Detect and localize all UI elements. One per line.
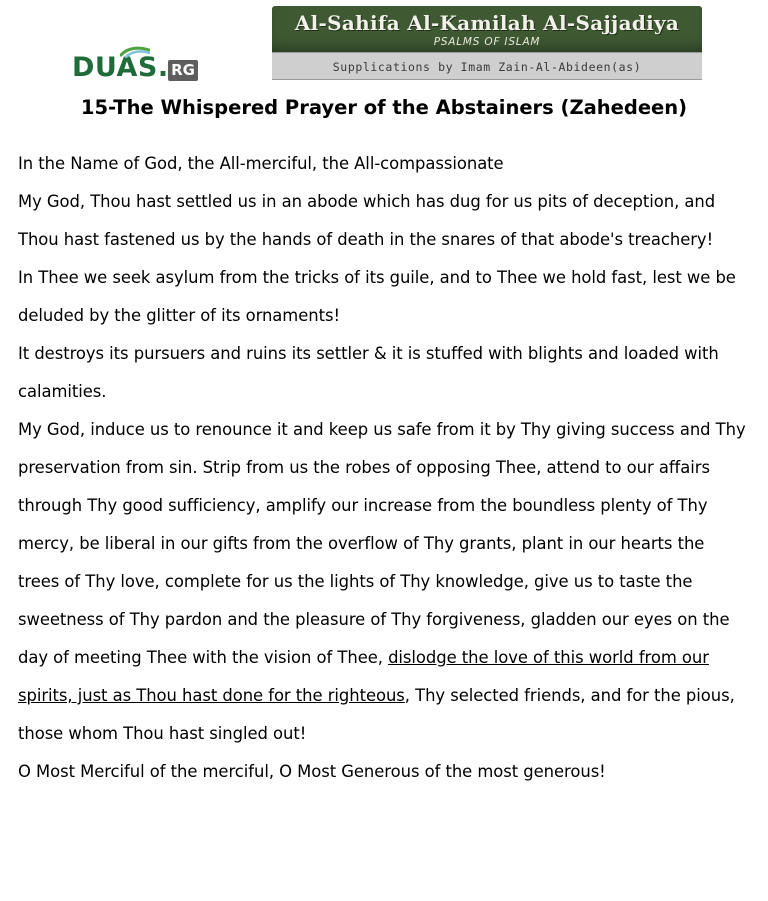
banner-top <box>272 6 702 52</box>
logo-text-duas: DUAS <box>72 52 158 83</box>
paragraph-destroys: It destroys its pursuers and ruins its settler & it is stuffed with blights and loaded with calamities. <box>18 344 719 401</box>
paragraph-asylum: In Thee we seek asylum from the tricks of its guile, and to Thee we hold fast, lest we be deluded by the glitter of its ornaments! <box>18 268 736 325</box>
page-title: 15-The Whispered Prayer of the Abstainers (Zahedeen) <box>80 96 688 119</box>
paragraph-bismillah: In the Name of God, the All-merciful, the All-compassionate <box>18 154 504 173</box>
banner-subtitle: PSALMS OF ISLAM <box>433 36 541 48</box>
paragraph-renounce-part1: My God, induce us to renounce it and keep us safe from it by Thy giving success and Thy preservation from sin. Strip from us the robes of opposing Thee, attend to our affairs through Thy good sufficiency, amplify our increase from the boundless plenty of Thy mercy, be liberal in our gifts from the overflow of Thy grants, plant in our hearts the trees of Thy love, complete for us the lights of Thy knowledge, give us to taste the sweetness of Thy pardon and the pleasure of Thy forgiveness, gladden our eyes on the day of meeting Thee with the vision of Thee, <box>18 420 746 667</box>
site-banner <box>272 6 702 80</box>
banner-strip <box>272 52 702 80</box>
paragraph-renounce <box>18 411 750 753</box>
paragraph-renounce-underlined: dislodge the love of this world from our spirits, just as Thou hast done for the righteous <box>18 648 709 705</box>
paragraph-abode: My God, Thou hast settled us in an abode which has dug for us pits of deception, and Thou hast fastened us by the hands of death in the snares of that abode's treachery! <box>18 192 716 249</box>
page-header <box>0 0 768 92</box>
banner-title: Al-Sahifa Al-Kamilah Al-Sajjadiya <box>294 11 680 35</box>
document-body <box>18 145 750 791</box>
paragraph-closing: O Most Merciful of the merciful, O Most Generous of the most generous! <box>18 762 606 781</box>
logo-text-rg: RG <box>168 60 198 81</box>
banner-strip-text: Supplications by Imam Zain-Al-Abideen(as) <box>332 60 642 74</box>
logo-text-dot: . <box>157 52 169 83</box>
logo-swoosh-icon <box>120 46 150 58</box>
paragraph-renounce-part2: , Thy selected friends, and for the pious, those whom Thou hast singled out! <box>18 686 735 743</box>
